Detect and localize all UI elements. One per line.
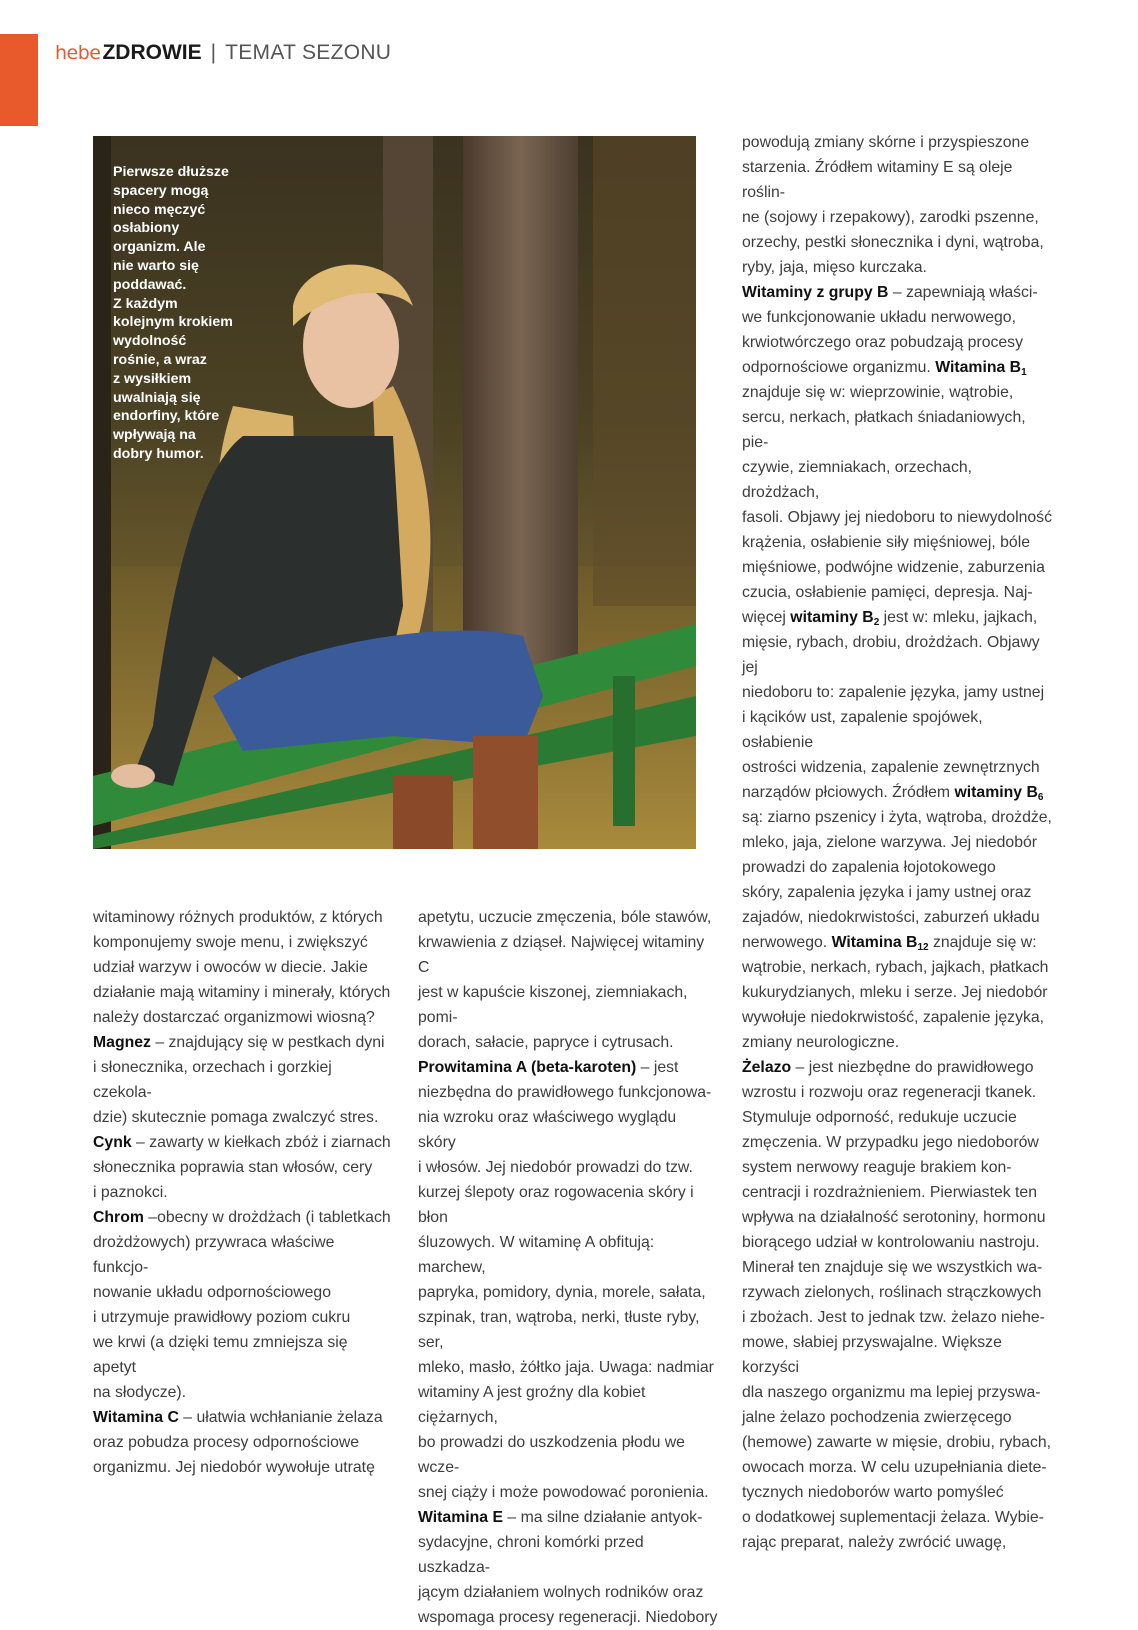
term-cynk: Cynk — [93, 1134, 132, 1151]
term-witaminy-b: Witaminy z grupy B — [742, 284, 889, 301]
caption-line: nie warto się — [113, 257, 199, 274]
photo-caption — [113, 163, 253, 464]
hand — [111, 764, 155, 788]
paragraph-magnez: Magnez – znajdujący się w pestkach dyni i słonecznika, orzechach i gorzkiej czekola- dzie) skutecznie pomaga zwalczyć stres. — [93, 1034, 385, 1126]
term-zelazo: Żelazo — [742, 1059, 792, 1076]
paragraph-witamina-c: Witamina C – ułatwia wchłanianie żelaza oraz pobudza procesy odpornościowe organizmu. Jej niedobór wywołuje utratę — [93, 1409, 383, 1476]
term-chrom: Chrom — [93, 1209, 144, 1226]
caption-line: poddawać. — [113, 276, 187, 293]
hero-photo — [93, 136, 696, 849]
caption-line: osłabiony — [113, 220, 180, 237]
caption-line: uwalniają się — [113, 389, 201, 406]
caption-line: endorfiny, które — [113, 408, 220, 425]
tree-trunk — [463, 136, 578, 696]
text-column-1 — [93, 905, 393, 1480]
term-witamina-e: Witamina E — [418, 1509, 504, 1526]
paragraph-witamina-e-cont: powodują zmiany skórne i przyspieszone starzenia. Źródłem witaminy E są oleje roślin- ne (sojowy i rzepakowy), zarodki pszenne, orzechy, pestki słonecznika i dyni, wątroba, ryby, jaja, mięso kurczaka. — [742, 134, 1044, 276]
caption-line: wydolność — [113, 333, 187, 350]
caption-line: rośnie, a wraz — [113, 351, 207, 368]
paragraph-prowitamina-a: Prowitamina A (beta-karoten) – jest niezbędna do prawidłowego funkcjonowa- nia wzroku oraz właściwego wyglądu skóry i włosów. Jej niedobór prowadzi do tzw. kurzej ślepoty oraz rogowacenia skóry i błon śluzowych. W witaminę A obfitują: marchew, papryka, pomidory, dynia, morele, sałata, szpinak, tran, wątroba, nerki, tłuste ryby, ser, mleko, masło, żółtko jaja. Uwaga: nadmiar witaminy A jest groźny dla kobiet ciężarnych, bo prowadzi do uszkodzenia płodu we wcze- snej ciąży i może powodować poronienia. — [418, 1059, 714, 1501]
text-column-2 — [418, 905, 718, 1630]
term-witamina-b12: Witamina $B_{12}$ — [831, 934, 929, 953]
paragraph-chrom: Chrom –obecny w drożdżach (i tabletkach drożdżowych) przywraca właściwe funkcjo- nowanie układu odpornościowego i utrzymuje prawidłowy poziom cukru we krwi (a dzięki temu zmniejsza się apetyt na słodycze). — [93, 1209, 391, 1401]
boot-right — [473, 736, 538, 849]
text-column-3 — [742, 130, 1052, 1555]
bench-leg — [613, 676, 635, 826]
section-color-tab — [0, 34, 38, 126]
boot-left — [393, 776, 453, 849]
caption-line: organizm. Ale — [113, 239, 206, 256]
paragraph-cynk: Cynk – zawarty w kiełkach zbóż i ziarnach słonecznika poprawia stan włosów, cery i paznokci. — [93, 1134, 391, 1201]
section-name: ZDROWIE — [102, 41, 202, 64]
term-prowitamina-a: Prowitamina A (beta-karoten) — [418, 1059, 637, 1076]
caption-line: dobry humor. — [113, 445, 204, 462]
page-header — [55, 41, 391, 71]
caption-line: Z każdym — [113, 295, 178, 312]
term-witamina-c: Witamina C — [93, 1409, 179, 1426]
caption-line: kolejnym krokiem — [113, 314, 233, 331]
term-magnez: Magnez — [93, 1034, 151, 1051]
paragraph-intro: witaminowy różnych produktów, z których komponujemy swoje menu, i zwiększyć udział warzyw i owoców w diecie. Jakie działanie mają witaminy i minerały, których należy dostarczać organizmowi wiosną? — [93, 909, 391, 1026]
paragraph-zelazo: Żelazo – jest niezbędne do prawidłowego wzrostu i rozwoju oraz regeneracji tkanek. Stymuluje odporność, redukuje uczucie zmęczenia. W przypadku jego niedoborów system nerwowy reaguje brakiem kon- centracji i rozdrażnieniem. Pierwiastek ten wpływa na działalność serotoniny, hormonu biorącego udział w kontrolowaniu nastroju. Minerał ten znajduje się we wszystkich wa- rzywach zielonych, roślinach strączkowych i zbożach. Jest to jednak tzw. żelazo niehe- mowe, słabiej przyswajalne. Większe korzyści dla naszego organizmu ma lepiej przyswa- jalne żelazo pochodzenia zwierzęcego (hemowe) zawarte w mięsie, drobiu, rybach, owocach morza. W celu uzupełniania diete- tycznych niedoborów warto pomyśleć o dodatkowej suplementacji żelaza. Wybie- rając preparat, należy zwrócić uwagę, — [742, 1059, 1052, 1551]
paragraph-witamina-e: Witamina E – ma silne działanie antyok- sydacyjne, chroni komórki przed uszkadza- jącym działaniem wolnych rodników oraz wspomaga procesy regeneracji. Niedobory — [418, 1509, 718, 1626]
term-witamina-b6: witaminy $B_6$ — [954, 784, 1044, 803]
caption-line: Pierwsze dłuższe — [113, 164, 229, 180]
term-witamina-b1: Witamina $B_1$ — [935, 359, 1027, 378]
term-witamina-b2: witaminy $B_2$ — [790, 609, 880, 628]
section-topic: TEMAT SEZONU — [225, 41, 392, 64]
caption-line: wpływają na — [113, 427, 196, 444]
header-separator: | — [210, 41, 217, 64]
caption-line: nieco męczyć — [113, 201, 206, 218]
paragraph-witaminy-b: Witaminy z grupy B – zapewniają właści- we funkcjonowanie układu nerwowego, krwiotwórczego oraz pobudzają procesy odpornościowe organizmu. Witamina $B_1$ znajduje się w: wieprzowinie, wątrobie, sercu, nerkach, płatkach śniadaniowych, pie- czywie, ziemniakach, orzechach, drożdżach, fasoli. Objawy jej niedoboru to niewydolność krążenia, osłabienie siły mięśniowej, bóle mięśniowe, podwójne widzenie, zaburzenia czucia, osłabienie pamięci, depresja. Naj- więcej witaminy $B_2$ jest w: mleku, jajkach, mięsie, rybach, drobiu, drożdżach. Objawy jej niedoboru to: zapalenie języka, jamy ustnej i kącików ust, zapalenie spojówek, osłabienie ostrości widzenia, zapalenie zewnętrznych narządów płciowych. Źródłem witaminy $B_6$ są: ziarno pszenicy i żyta, wątroba, drożdże, mleko, jaja, zielone warzywa. Jej niedobór prowadzi do zapalenia łojotokowego skóry, zapalenia języka i jamy ustnej oraz zajadów, niedokrwistości, zaburzeń układu nerwowego. Witamina $B_{12}$ znajduje się w: wątrobie, nerkach, rybach, jajkach, płatkach kukurydzianych, mleku i serze. Jej niedobór wywołuje niedokrwistość, zapalenie języka, zmiany neurologiczne. — [742, 284, 1052, 1051]
foliage — [593, 136, 696, 606]
caption-line: z wysiłkiem — [113, 370, 192, 387]
caption-line: spacery mogą — [113, 182, 209, 199]
tree-trunk-left — [93, 136, 111, 849]
brand-logo: hebe — [55, 42, 101, 64]
paragraph-witamina-c-cont: apetytu, uczucie zmęczenia, bóle stawów, krwawienia z dziąseł. Najwięcej witaminy C jest w kapuście kiszonej, ziemniakach, pomi- dorach, sałacie, papryce i cytrusach. — [418, 909, 712, 1051]
